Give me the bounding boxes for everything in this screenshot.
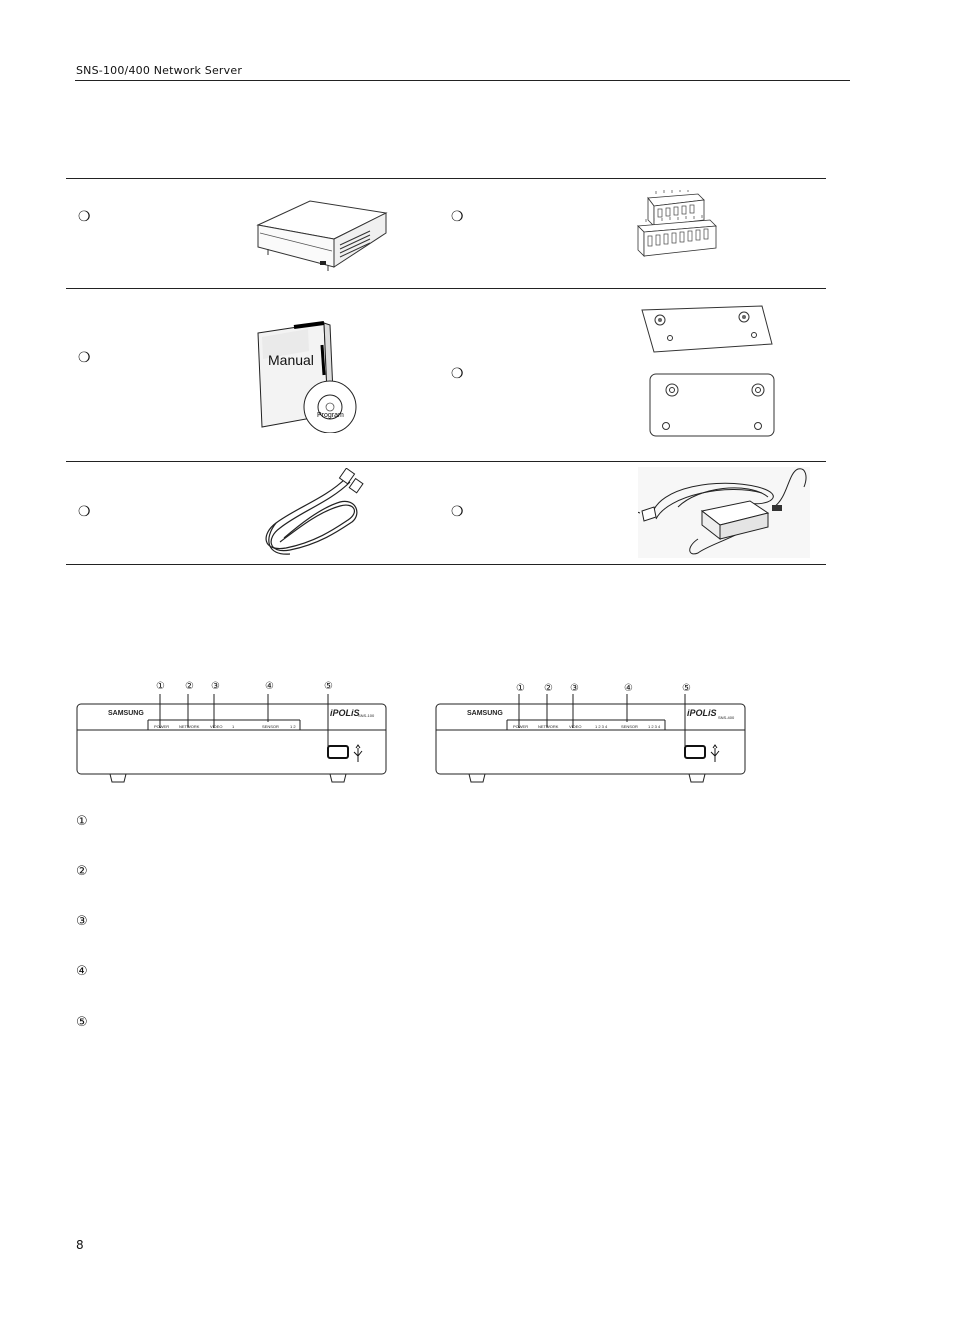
video-channel-label: 1 2 3 4 (595, 724, 608, 729)
item-bullet: ❍ (78, 209, 91, 225)
item-bullet: ❍ (78, 350, 91, 366)
manual-cd-icon (248, 315, 360, 433)
brand-logo: SAMSUNG (467, 710, 503, 717)
callout-1: ① (156, 681, 165, 692)
item-bullet: ❍ (451, 209, 464, 225)
model-label: SNS-400 (718, 715, 735, 720)
table-rule (66, 461, 826, 462)
page-number: 8 (76, 1238, 84, 1252)
mounting-bracket-icon (636, 302, 780, 442)
usb-port (685, 746, 705, 758)
power-label: POWER (513, 724, 529, 729)
header-divider (75, 80, 850, 81)
sensor-label: SENSOR (621, 724, 638, 729)
sensor-channel-label: 1 2 (290, 724, 296, 729)
item-bullet: ❍ (78, 504, 91, 520)
terminal-block-icon (636, 190, 720, 270)
ipolis-logo: iPOLiS (687, 708, 717, 718)
table-rule-bottom (66, 564, 826, 565)
brand-logo: SAMSUNG (108, 710, 144, 717)
model-label: SNS-100 (358, 713, 375, 718)
sensor-label: SENSOR (262, 724, 279, 729)
callout-5: ⑤ (324, 681, 333, 692)
callout-4: ④ (624, 683, 633, 694)
power-adapter-icon (638, 467, 810, 558)
video-label: VIDEO (569, 724, 582, 729)
item-bullet: ❍ (451, 366, 464, 382)
page-header-title: SNS-100/400 Network Server (76, 64, 243, 77)
usb-port (328, 746, 348, 758)
ipolis-logo: iPOLiS (330, 708, 360, 718)
power-label: POWER (154, 724, 170, 729)
item-bullet: ❍ (451, 504, 464, 520)
cd-label: Program (317, 412, 344, 419)
callout-2: ② (544, 683, 553, 694)
network-label: NETWORK (179, 724, 200, 729)
list-item-number: ⑤ (76, 1015, 88, 1030)
list-item-number: ④ (76, 964, 88, 979)
list-item-number: ② (76, 864, 88, 879)
list-item-number: ③ (76, 914, 88, 929)
network-cable-icon (256, 468, 368, 560)
manual-label: Manual (268, 352, 314, 368)
callout-1: ① (516, 683, 525, 694)
network-label: NETWORK (538, 724, 559, 729)
network-server-icon (250, 195, 390, 275)
callout-3: ③ (211, 681, 220, 692)
video-channel-label: 1 (232, 724, 235, 729)
video-label: VIDEO (210, 724, 223, 729)
callout-3: ③ (570, 683, 579, 694)
list-item-number: ① (76, 814, 88, 829)
usb-icon (354, 745, 362, 762)
callout-2: ② (185, 681, 194, 692)
front-panel-sns400 (433, 694, 749, 790)
table-rule-top (66, 178, 826, 179)
front-panel-sns100 (74, 692, 390, 788)
sensor-channel-label: 1 2 3 4 (648, 724, 661, 729)
usb-icon (711, 745, 719, 762)
table-rule (66, 288, 826, 289)
callout-4: ④ (265, 681, 274, 692)
callout-5: ⑤ (682, 683, 691, 694)
